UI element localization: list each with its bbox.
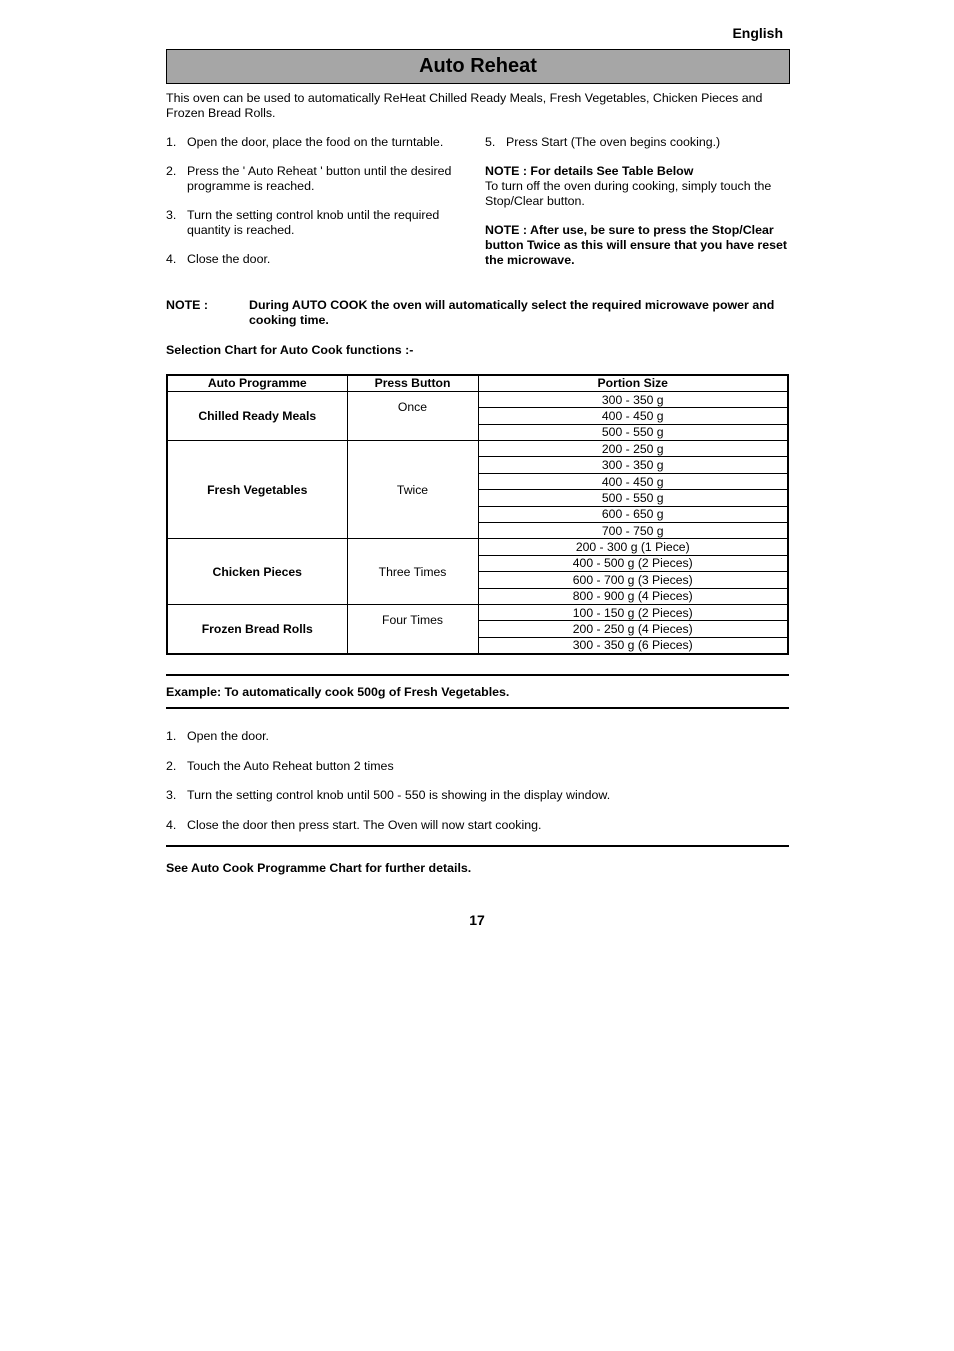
list-item: [166, 135, 466, 150]
step-number: 1.: [166, 135, 177, 149]
table-row: [167, 441, 788, 457]
list-item: [166, 164, 466, 194]
divider: [166, 674, 789, 676]
step-text: Close the door.: [187, 252, 271, 266]
note-table: [485, 164, 790, 209]
step-text: Close the door then press start. The Oven will now start cooking.: [187, 817, 542, 832]
step-text: Turn the setting control knob until the required quantity is reached.: [187, 208, 440, 237]
step-number: 4.: [166, 817, 177, 832]
instruction-steps: [166, 135, 466, 281]
step-text: Turn the setting control knob until 500 - 550 is showing in the display window.: [187, 788, 611, 802]
language-label: English: [732, 25, 783, 41]
auto-cook-note: [166, 298, 790, 328]
list-item: [166, 788, 790, 803]
note-text: To turn off the oven during cooking, simply touch the Stop/Clear button.: [485, 179, 772, 208]
list-item: [166, 252, 466, 267]
portion-cell: 600 - 700 g (3 Pieces): [478, 572, 788, 588]
note-reset: NOTE : After use, be sure to press the Stop/Clear button Twice as this will ensure that you have reset the microwave.: [485, 223, 788, 267]
step-number: 3.: [166, 208, 177, 222]
example-heading: Example: To automatically cook 500g of Fresh Vegetables.: [166, 685, 510, 699]
portion-cell: 500 - 550 g: [478, 424, 788, 440]
footer-note: See Auto Cook Programme Chart for further details.: [166, 861, 472, 875]
portion-cell: 800 - 900 g (4 Pieces): [478, 588, 788, 604]
page-number: 17: [469, 912, 485, 928]
portion-cell: 400 - 450 g: [478, 473, 788, 489]
programme-cell: Fresh Vegetables: [167, 441, 347, 539]
list-item: [166, 818, 790, 833]
note-text: During AUTO COOK the oven will automatically select the required microwave power and cooking time.: [249, 298, 775, 327]
portion-cell: 200 - 250 g (4 Pieces): [478, 621, 788, 637]
step-number: 2.: [166, 758, 177, 773]
table-header-row: [167, 375, 788, 391]
step-text: Open the door.: [187, 729, 269, 743]
step-number: 3.: [166, 788, 177, 802]
programme-cell: Chilled Ready Meals: [167, 391, 347, 440]
programme-cell: Chicken Pieces: [167, 539, 347, 605]
step-number: 2.: [166, 164, 177, 178]
column-header: Auto Programme: [167, 375, 347, 391]
portion-cell: 700 - 750 g: [478, 523, 788, 539]
example-steps: [166, 729, 790, 847]
portion-cell: 200 - 300 g (1 Piece): [478, 539, 788, 555]
step-number: 1.: [166, 729, 177, 743]
portion-cell: 300 - 350 g (6 Pieces): [478, 637, 788, 653]
portion-cell: 400 - 500 g (2 Pieces): [478, 555, 788, 571]
divider: [166, 845, 789, 847]
press-cell: Three Times: [347, 539, 478, 605]
portion-cell: 400 - 450 g: [478, 408, 788, 424]
programme-cell: Frozen Bread Rolls: [167, 604, 347, 653]
instruction-notes: [485, 135, 790, 282]
press-cell: Once: [347, 391, 478, 440]
table-row: [167, 604, 788, 620]
list-item: [485, 135, 790, 150]
portion-cell: 200 - 250 g: [478, 441, 788, 457]
step-text: Press the ' Auto Reheat ' button until the desired programme is reached.: [187, 164, 452, 193]
intro-paragraph: This oven can be used to automatically ReHeat Chilled Ready Meals, Fresh Vegetables, Chicken Pieces and Frozen Bread Rolls.: [166, 91, 763, 120]
step-text: Touch the Auto Reheat button 2 times: [187, 758, 394, 773]
step-text: Open the door, place the food on the turntable.: [187, 135, 444, 149]
list-item: [166, 729, 790, 744]
portion-cell: 500 - 550 g: [478, 490, 788, 506]
step-number: 5.: [485, 135, 496, 149]
list-item: [166, 208, 466, 238]
step-text: Press Start (The oven begins cooking.): [506, 135, 721, 149]
selection-chart-table: [166, 374, 789, 655]
note-title: NOTE : For details See Table Below: [485, 164, 694, 178]
table-row: [167, 391, 788, 407]
press-cell: Four Times: [347, 604, 478, 653]
portion-cell: 300 - 350 g: [478, 457, 788, 473]
column-header: Portion Size: [478, 375, 788, 391]
column-header: Press Button: [347, 375, 478, 391]
note-label: NOTE :: [166, 298, 208, 312]
chart-heading: Selection Chart for Auto Cook functions :-: [166, 343, 414, 357]
press-cell: Twice: [347, 441, 478, 539]
list-item: [166, 759, 790, 774]
table-row: [167, 539, 788, 555]
portion-cell: 300 - 350 g: [478, 391, 788, 407]
page-title: Auto Reheat: [166, 49, 790, 84]
portion-cell: 600 - 650 g: [478, 506, 788, 522]
portion-cell: 100 - 150 g (2 Pieces): [478, 604, 788, 620]
divider: [166, 707, 789, 709]
step-number: 4.: [166, 252, 177, 266]
